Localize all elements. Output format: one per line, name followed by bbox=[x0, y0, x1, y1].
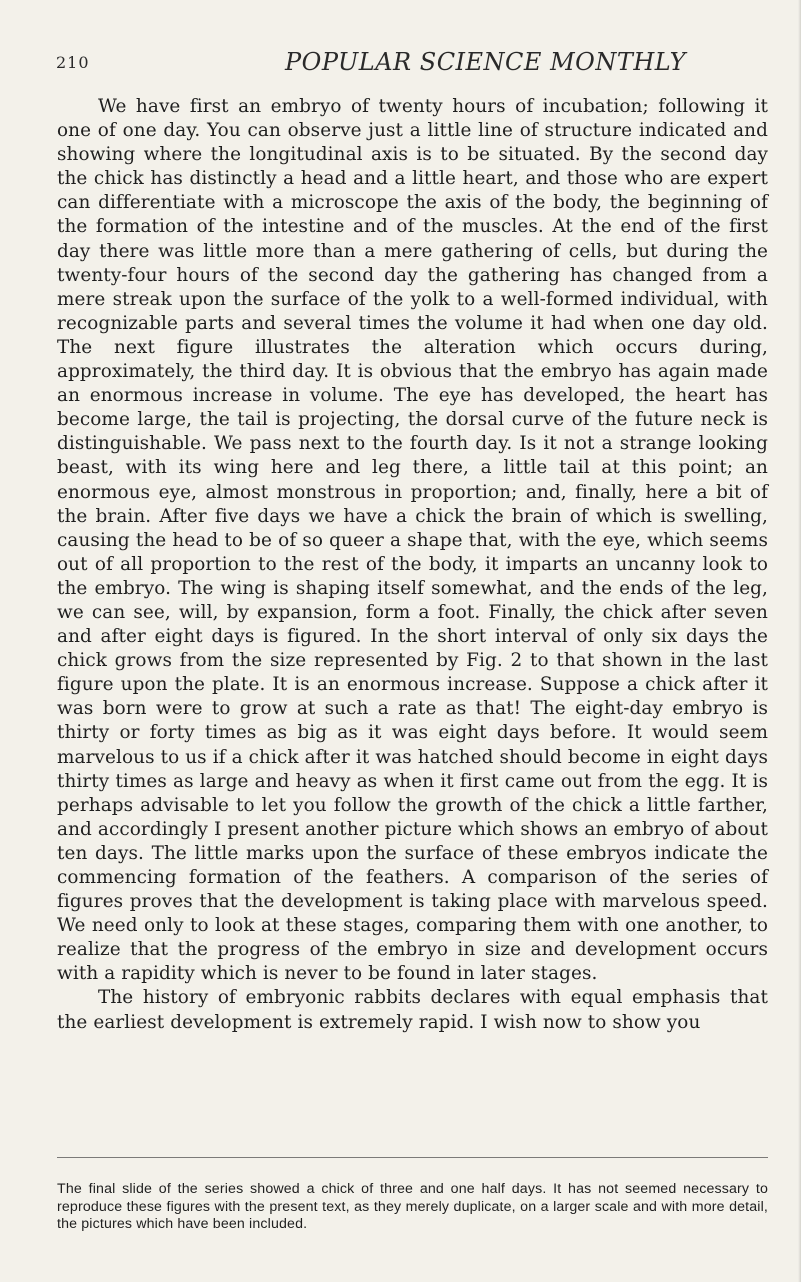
footnote-divider bbox=[57, 1157, 768, 1158]
page-number: 210 bbox=[56, 53, 90, 72]
running-head: POPULAR SCIENCE MONTHLY bbox=[285, 48, 686, 76]
page-header bbox=[0, 48, 801, 80]
body-text bbox=[57, 95, 768, 1035]
paragraph-2: The history of embryonic rabbits declares with equal emphasis that the earliest development is extremely rapid. I wish now to show you bbox=[57, 987, 768, 1033]
paragraph-1: We have first an embryo of twenty hours of incubation; following it one of one day. You can observe just a little line of structure indicated and showing where the longitudinal axis is to be situated. By the second day the chick has distinctly a head and a little heart, and those who are expert can differentiate with a microscope the axis of the body, the beginning of the formation of the intestine and of the muscles. At the end of the first day there was little more than a mere gathering of cells, but during the twenty-four hours of the second day the gathering has changed from a mere streak upon the surface of the yolk to a well-formed individual, with recognizable parts and several times the volume it had when one day old. The next figure illustrates the alteration which occurs during, approximately, the third day. It is obvious that the embryo has again made an enormous increase in volume. The eye has developed, the heart has become large, the tail is projecting, the dorsal curve of the future neck is distinguishable. We pass next to the fourth day. Is it not a strange looking beast, with its wing here and leg there, a little tail at this point; an enormous eye, almost monstrous in proportion; and, finally, here a bit of the brain. After five days we have a chick the brain of which is swelling, causing the head to be of so queer a shape that, with the eye, which seems out of all proportion to the rest of the body, it imparts an uncanny look to the embryo. The wing is shaping itself somewhat, and the ends of the leg, we can see, will, by expansion, form a foot. Finally, the chick after seven and after eight days is figured. In the short interval of only six days the chick grows from the size represented by Fig. 2 to that shown in the last figure upon the plate. It is an enormous increase. Suppose a chick after it was born were to grow at such a rate as that! The eight-day embryo is thirty or forty times as big as it was eight days before. It would seem marvelous to us if a chick after it was hatched should become in eight days thirty times as large and heavy as when it first came out from the egg. It is perhaps advisable to let you follow the growth of the chick a little farther, and accordingly I present another picture which shows an embryo of about ten days. The little marks upon the surface of these embryos indicate the commencing formation of the feathers. A comparison of the series of figures proves that the development is taking place with marvelous speed. We need only to look at these stages, comparing them with one another, to realize that the progress of the embryo in size and development occurs with a rapidity which is never to be found in later stages. bbox=[57, 96, 768, 985]
footnote: The final slide of the series showed a chick of three and one half days. It has not seemed necessary to reproduce these figures with the present text, as they merely duplicate, on a larger scale and with more detail, the pictures which have been included. bbox=[57, 1181, 768, 1233]
